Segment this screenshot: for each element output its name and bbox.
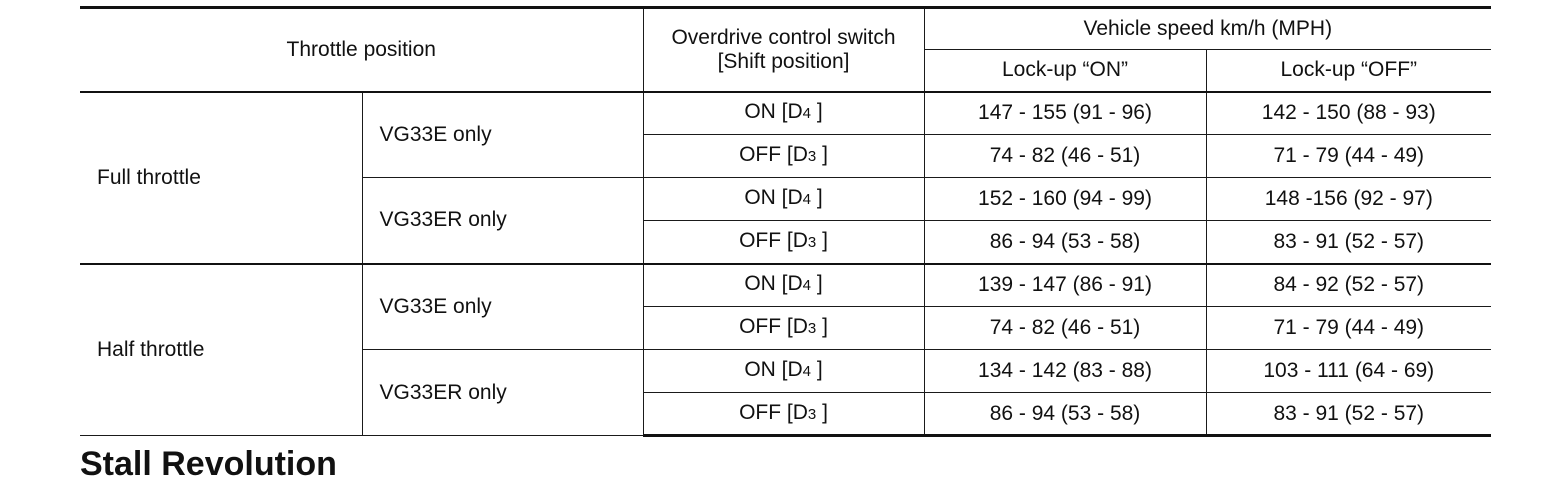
lockup-off-cell: 148 -156 (92 - 97) [1206, 178, 1491, 221]
engine-cell: VG33ER only [362, 178, 643, 264]
lockup-off-header: Lock-up “OFF” [1206, 50, 1491, 92]
shift-schedule-table [80, 6, 1491, 437]
shift-position-cell: OFF [D3 ] [643, 135, 924, 178]
overdrive-header-line1: Overdrive control switch [671, 25, 896, 49]
engine-cell: VG33E only [362, 92, 643, 178]
lockup-off-cell: 83 - 91 (52 - 57) [1206, 393, 1491, 436]
lockup-on-cell: 86 - 94 (53 - 58) [924, 393, 1206, 436]
shift-position-cell: ON [D4 ] [643, 92, 924, 135]
lockup-on-cell: 74 - 82 (46 - 51) [924, 307, 1206, 350]
shift-position-cell: OFF [D3 ] [643, 221, 924, 264]
shift-position-cell: OFF [D3 ] [643, 393, 924, 436]
engine-cell: VG33E only [362, 264, 643, 350]
lockup-on-cell: 147 - 155 (91 - 96) [924, 92, 1206, 135]
shift-position-cell: OFF [D3 ] [643, 307, 924, 350]
engine-cell: VG33ER only [362, 350, 643, 436]
lockup-on-cell: 152 - 160 (94 - 99) [924, 178, 1206, 221]
next-section-heading: Stall Revolution [80, 445, 337, 483]
lockup-off-cell: 84 - 92 (52 - 57) [1206, 264, 1491, 307]
shift-position-cell: ON [D4 ] [643, 264, 924, 307]
lockup-on-cell: 74 - 82 (46 - 51) [924, 135, 1206, 178]
overdrive-switch-header [643, 8, 924, 92]
table-row [80, 92, 1491, 135]
lockup-on-cell: 86 - 94 (53 - 58) [924, 221, 1206, 264]
lockup-off-cell: 83 - 91 (52 - 57) [1206, 221, 1491, 264]
overdrive-header-line2: [Shift position] [717, 49, 850, 73]
shift-position-cell: ON [D4 ] [643, 178, 924, 221]
lockup-off-cell: 71 - 79 (44 - 49) [1206, 307, 1491, 350]
lockup-off-cell: 142 - 150 (88 - 93) [1206, 92, 1491, 135]
throttle-cell: Half throttle [80, 264, 362, 436]
table-row [80, 264, 1491, 307]
throttle-cell: Full throttle [80, 92, 362, 264]
throttle-position-header: Throttle position [80, 8, 643, 92]
shift-position-cell: ON [D4 ] [643, 350, 924, 393]
lockup-off-cell: 71 - 79 (44 - 49) [1206, 135, 1491, 178]
lockup-on-cell: 139 - 147 (86 - 91) [924, 264, 1206, 307]
lockup-off-cell: 103 - 111 (64 - 69) [1206, 350, 1491, 393]
lockup-on-header: Lock-up “ON” [924, 50, 1206, 92]
vehicle-speed-header: Vehicle speed km/h (MPH) [924, 8, 1491, 50]
lockup-on-cell: 134 - 142 (83 - 88) [924, 350, 1206, 393]
header-row-1 [80, 8, 1491, 50]
